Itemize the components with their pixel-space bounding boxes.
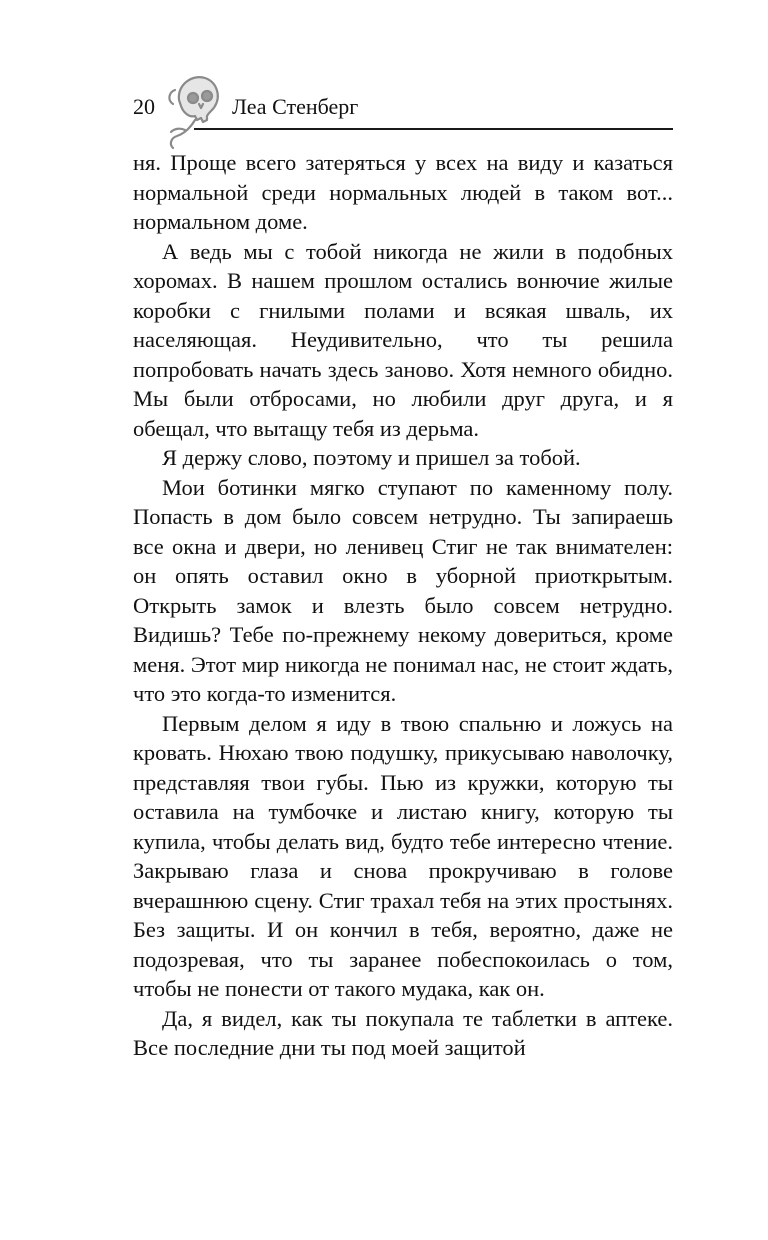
running-title: Леа Стенберг xyxy=(232,94,359,119)
paragraph: Да, я видел, как ты покупала те таблетки в аптеке. Все последние дни ты под моей защитой xyxy=(133,1005,673,1060)
body-text xyxy=(133,148,673,1063)
paragraph: А ведь мы с тобой никогда не жили в подобных хоромах. В нашем прошлом остались вонючие жилые коробки с гнилыми полами и всякая шваль, их населяющая. Неудивительно, что ты решила попробовать начать здесь заново. Хотя немного обидно. Мы были отбросами, но любили друг друга, и я обещал, что вытащу тебя из дерьма. xyxy=(133,238,673,441)
page-header xyxy=(133,70,673,132)
page-number: 20 xyxy=(133,94,155,119)
paragraph: Первым делом я иду в твою спальню и ложусь на кровать. Нюхаю твою подушку, прикусываю наволочку, представляя твои губы. Пью из кружки, которую ты оставила на тумбочке и листаю книгу, которую ты купила, чтобы делать вид, будто тебе интересно чтение. Закрываю глаза и снова прокручиваю в голове вчерашнюю сцену. Стиг трахал тебя на этих простынях. Без защиты. И он кончил в тебя, вероятно, даже не подозревая, что ты заранее побеспокоилась о том, чтобы не понести от такого мудака, как он. xyxy=(133,710,673,1001)
header-rule xyxy=(194,128,673,130)
paragraph: Мои ботинки мягко ступают по каменному полу. Попасть в дом было совсем нетрудно. Ты запираешь все окна и двери, но ленивец Стиг не так внимателен: он опять оставил окно в уборной приоткрытым. Открыть замок и влезть было совсем нетрудно. Видишь? Тебе по-прежнему некому довериться, кроме меня. Этот мир никогда не понимал нас, не стоит ждать, что это когда-то изменится. xyxy=(133,474,673,706)
paragraph: ня. Проще всего затеряться у всех на виду и казаться нормальной среди нормальных людей в таком вот... нормальном доме. xyxy=(133,150,673,234)
skull-icon xyxy=(163,70,225,152)
paragraph: Я держу слово, поэтому и пришел за тобой. xyxy=(162,445,581,470)
